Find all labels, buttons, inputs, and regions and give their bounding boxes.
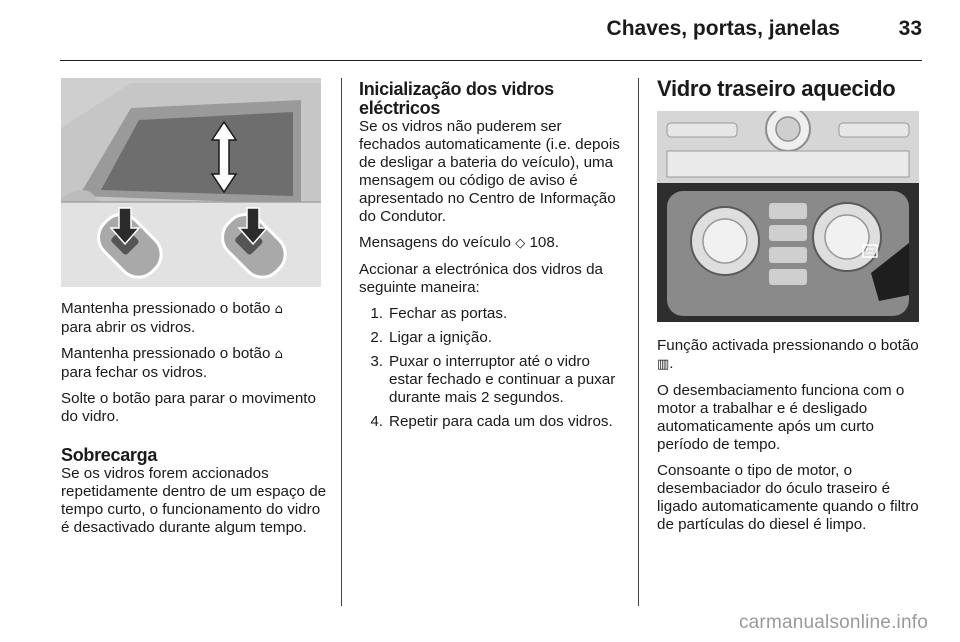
column-divider-2 — [638, 78, 639, 606]
heading-heated-rear-window: Vidro traseiro aquecido — [657, 76, 896, 101]
paragraph-vehicle-messages: Mensagens do veículo ◇ 108. — [359, 234, 560, 251]
column-1 — [61, 300, 329, 545]
list-item: 2. Ligar a ignição. — [370, 329, 493, 346]
paragraph-procedure-intro: Accionar a electrónica dos vidros da seguinte maneira: — [359, 261, 603, 296]
page-number: 33 — [898, 17, 922, 40]
page-reference-icon: ◇ — [515, 236, 526, 251]
heading-window-initialisation: Inicialização dos vidros eléctricos — [359, 79, 554, 118]
watermark: carmanualsonline.info — [738, 612, 928, 633]
header-divider — [60, 60, 922, 61]
column-3 — [657, 337, 925, 542]
paragraph-activation: Função activada pressionando o botão ▥. — [657, 337, 919, 372]
window-up-icon: ⌂ — [274, 302, 283, 317]
rear-window-defrost-icon: ▥ — [657, 357, 670, 372]
list-item: 3. Puxar o interruptor até o vidro estar fechado e continuar a puxar durante mais 2 segundos. — [370, 353, 616, 406]
window-down-icon: ⌂ — [274, 347, 283, 362]
running-header-title: Chaves, portas, janelas — [606, 17, 840, 40]
column-divider-1 — [341, 78, 342, 606]
paragraph-stop-window: Solte o botão para parar o movimento do vidro. — [61, 390, 316, 425]
paragraph-open-windows: Mantenha pressionado o botão ⌂ para abrir os vidros. — [61, 300, 283, 336]
paragraph-overload: Se os vidros forem accionados repetidamente dentro de um espaço de tempo curto, o funcionamento do vidro é desactivado durante algum tempo. — [61, 465, 327, 536]
key-fob-window-illustration — [61, 78, 321, 287]
heading-overload: Sobrecarga — [61, 445, 158, 465]
list-item: 1. Fechar as portas. — [370, 305, 508, 322]
column-2 — [359, 80, 627, 439]
procedure-steps — [359, 305, 627, 431]
page-reference-link[interactable]: 108. — [529, 234, 560, 251]
paragraph-close-windows: Mantenha pressionado o botão ⌂ para fechar os vidros. — [61, 345, 283, 381]
climate-control-panel-illustration — [657, 111, 919, 322]
paragraph-defrost-operation: O desembaciamento funciona com o motor a trabalhar e é desligado automaticamente após um curto período de tempo. — [657, 382, 905, 453]
paragraph-engine-dependent: Consoante o tipo de motor, o desembaciador do óculo traseiro é ligado automaticamente quando o filtro de partículas do diesel é limpo. — [657, 462, 919, 533]
paragraph-initialisation-intro: Se os vidros não puderem ser fechados automaticamente (i.e. depois de desligar a bateria do veículo), uma mensagem ou código de aviso é apresentado no Centro de Informação do Condutor. — [359, 118, 620, 225]
list-item: 4. Repetir para cada um dos vidros. — [370, 413, 613, 430]
